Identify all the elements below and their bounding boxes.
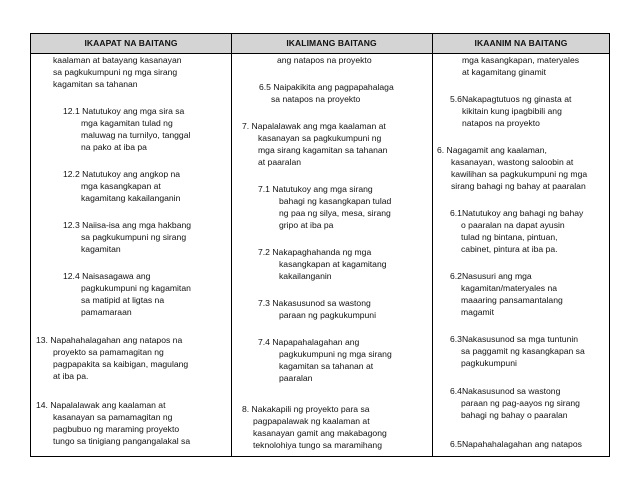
col2-line: kasangkapan at kagamitang: [279, 259, 387, 269]
column-divider: [432, 34, 433, 456]
col2-line: kagamitan sa tahanan at: [279, 361, 374, 371]
col3-line: pagkukumpuni: [461, 358, 517, 368]
col3-line: kasanayan, wastong saloobin at: [451, 157, 574, 167]
col2-line: 7.1 Natutukoy ang mga sirang: [258, 184, 373, 194]
col3-line: magamit: [461, 307, 494, 317]
col2-line: gripo at iba pa: [279, 220, 334, 230]
col1-line: mga kagamitan tulad ng: [81, 118, 173, 128]
col1-line: 12.4 Naisasagawa ang: [63, 271, 151, 281]
col3-line: 6.5Napahahalagahan ang natapos: [450, 439, 582, 449]
col3-line: kikitain kung ipagbibili ang: [462, 106, 562, 116]
column-divider: [231, 34, 232, 456]
col3-line: 6.1Natutukoy ang bahagi ng bahay: [450, 208, 584, 218]
header-grade-5: IKALIMANG BAITANG: [286, 38, 377, 48]
col2-line: sa natapos na proyekto: [271, 94, 361, 104]
col1-line: pagbubuo ng maraming proyekto: [53, 424, 180, 434]
col3-line: 6. Nagagamit ang kaalaman,: [437, 145, 547, 155]
col2-line: paaralan: [279, 373, 313, 383]
col3-line: natapos na proyekto: [462, 118, 540, 128]
col2-line: ng paa ng silya, mesa, sirang: [279, 208, 391, 218]
col3-line: tulad ng bintana, pintuan,: [461, 232, 558, 242]
col2-line: ang natapos na proyekto: [277, 55, 372, 65]
col3-line: maaaring pansamantalang: [461, 295, 563, 305]
col3-line: o paaralan na dapat ayusin: [461, 220, 565, 230]
col1-line: maluwag na turnilyo, tanggal: [81, 130, 191, 140]
col2-line: pagkukumpuni ng mga sirang: [279, 349, 392, 359]
col3-line: cabinet, pintura at iba pa.: [461, 244, 558, 254]
col1-line: tungo sa tinigiang pangangalakal sa: [53, 436, 191, 446]
col1-line: pamamaraan: [81, 307, 132, 317]
col1-line: 12.2 Natutukoy ang angkop na: [63, 169, 181, 179]
col1-line: 14. Napalalawak ang kaalaman at: [36, 400, 166, 410]
col3-line: 5.6Nakapagtutuos ng ginasta at: [450, 94, 572, 104]
col2-line: 6.5 Naipakikita ang pagpapahalaga: [259, 82, 394, 92]
col3-line: sirang bahagi ng bahay at paaralan: [451, 181, 586, 191]
col1-line: kagamitan: [81, 244, 121, 254]
col3-line: paraan ng pag-aayos ng sirang: [461, 398, 580, 408]
col1-line: kagamitang kakailanganin: [81, 193, 181, 203]
col3-line: kawilihan sa pagkukumpuni ng mga: [451, 169, 588, 179]
col3-line: mga kasangkapan, materyales: [462, 55, 580, 65]
col1-line: na pako at iba pa: [81, 142, 147, 152]
table-header-row: [31, 34, 609, 54]
col3-line: 6.4Nakasusunod sa wastong: [450, 386, 561, 396]
col2-line: 7. Napalalawak ang mga kaalaman at: [242, 121, 386, 131]
col1-line: 13. Napahahalagahan ang natapos na: [36, 335, 183, 345]
col1-line: 12.1 Natutukoy ang mga sira sa: [63, 106, 185, 116]
col3-line: bahagi ng bahay o paaralan: [461, 410, 568, 420]
col1-line: kagamitan sa tahanan: [53, 79, 138, 89]
col2-line: bahagi ng kasangkapan tulad: [279, 196, 392, 206]
col2-line: paraan ng pagkukumpuni: [279, 310, 376, 320]
col3-line: kagamitan/materyales na: [461, 283, 558, 293]
col1-line: 12.3 Naiisa-isa ang mga hakbang: [63, 220, 192, 230]
col2-line: mga sirang kagamitan sa tahanan: [258, 145, 388, 155]
col2-line: at paaralan: [258, 157, 302, 167]
col2-line: pagpapalawak ng kaalaman at: [253, 416, 370, 426]
col1-line: sa pagkukumpuni ng sirang: [81, 232, 187, 242]
col3-line: at kagamitang ginamit: [462, 67, 547, 77]
col1-line: sa pagkukumpuni ng mga sirang: [53, 67, 178, 77]
col2-line: 7.3 Nakasusunod sa wastong: [258, 298, 371, 308]
col2-line: 8. Nakakapili ng proyekto para sa: [242, 404, 370, 414]
col2-line: teknolohiya tungo sa maramihang: [253, 440, 382, 450]
curriculum-table: [30, 33, 610, 457]
col2-line: kakailanganin: [279, 271, 332, 281]
col1-line: kasanayan sa pamamagitan ng: [53, 412, 173, 422]
col1-line: pagkukumpuni ng kagamitan: [81, 283, 191, 293]
col3-line: 6.2Nasusuri ang mga: [450, 271, 532, 281]
col2-line: 7.4 Napapahalagahan ang: [258, 337, 360, 347]
col2-line: kasanayan gamit ang makabagong: [253, 428, 387, 438]
col3-line: sa paggamit ng kasangkapan sa: [461, 346, 585, 356]
col1-line: sa matipid at ligtas na: [81, 295, 165, 305]
header-grade-4: IKAAPAT NA BAITANG: [84, 38, 178, 48]
col1-line: kaalaman at batayang kasanayan: [53, 55, 182, 65]
col2-line: kasanayan sa pagkukumpuni ng: [258, 133, 382, 143]
col2-line: 7.2 Nakapaghahanda ng mga: [258, 247, 372, 257]
col1-line: pagpapakita sa kaibigan, magulang: [53, 359, 189, 369]
col1-line: mga kasangkapan at: [81, 181, 161, 191]
header-grade-6: IKAANIM NA BAITANG: [474, 38, 568, 48]
col3-line: 6.3Nakasusunod sa mga tuntunin: [450, 334, 579, 344]
col1-line: at iba pa.: [53, 371, 89, 381]
col1-line: proyekto sa pamamagitan ng: [53, 347, 164, 357]
